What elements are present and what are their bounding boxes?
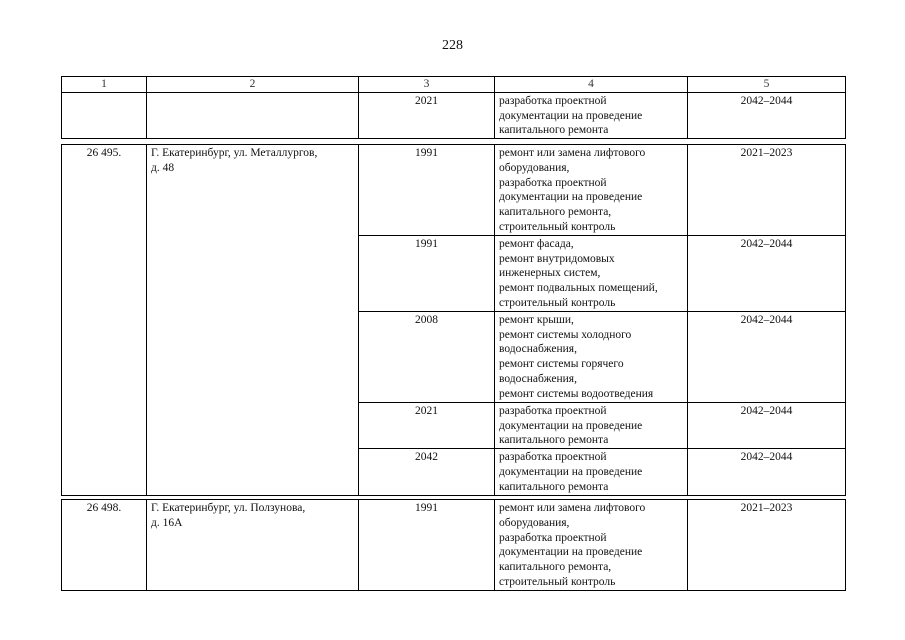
row-year: 2008 <box>359 311 495 402</box>
row-period: 2042–2044 <box>688 311 846 402</box>
row-year: 2042 <box>359 449 495 495</box>
row-number: 26 498. <box>62 500 147 591</box>
row-number: 26 495. <box>62 145 147 496</box>
row-work: ремонт или замена лифтового оборудования, разработка проектной документации на проведение капитального ремонта, строительный контроль <box>495 145 688 236</box>
row-work: ремонт крыши, ремонт системы холодного водоснабжения, ремонт системы горячего водоснабжения, ремонт системы водоотведения <box>495 311 688 402</box>
row-period: 2021–2023 <box>688 500 846 591</box>
row-period: 2042–2044 <box>688 449 846 495</box>
row-period: 2042–2044 <box>688 92 846 138</box>
row-year: 2021 <box>359 92 495 138</box>
row-work: разработка проектной документации на проведение капитального ремонта <box>495 92 688 138</box>
row-address <box>147 92 359 138</box>
row-address: Г. Екатеринбург, ул. Ползунова, д. 16А <box>147 500 359 591</box>
col-header-1: 1 <box>62 77 147 93</box>
row-number <box>62 92 147 138</box>
col-header-3: 3 <box>359 77 495 93</box>
page-number: 228 <box>442 38 463 53</box>
row-address: Г. Екатеринбург, ул. Металлургов, д. 48 <box>147 145 359 496</box>
table-row <box>62 92 846 138</box>
row-period: 2042–2044 <box>688 402 846 448</box>
entry-block <box>61 144 844 496</box>
row-period: 2042–2044 <box>688 235 846 311</box>
col-header-4: 4 <box>495 77 688 93</box>
row-year: 1991 <box>359 145 495 236</box>
row-period: 2021–2023 <box>688 145 846 236</box>
col-header-2: 2 <box>147 77 359 93</box>
entry-block <box>61 499 844 591</box>
row-work: разработка проектной документации на проведение капитального ремонта <box>495 449 688 495</box>
row-year: 1991 <box>359 235 495 311</box>
header-row <box>62 77 846 93</box>
row-work: ремонт фасада, ремонт внутридомовых инженерных систем, ремонт подвальных помещений, строительный контроль <box>495 235 688 311</box>
table-row <box>62 145 846 236</box>
table-head <box>61 76 844 139</box>
row-work: ремонт или замена лифтового оборудования, разработка проектной документации на проведение капитального ремонта, строительный контроль <box>495 500 688 591</box>
col-header-5: 5 <box>688 77 846 93</box>
table-row <box>62 500 846 591</box>
row-year: 1991 <box>359 500 495 591</box>
row-year: 2021 <box>359 402 495 448</box>
row-work: разработка проектной документации на проведение капитального ремонта <box>495 402 688 448</box>
